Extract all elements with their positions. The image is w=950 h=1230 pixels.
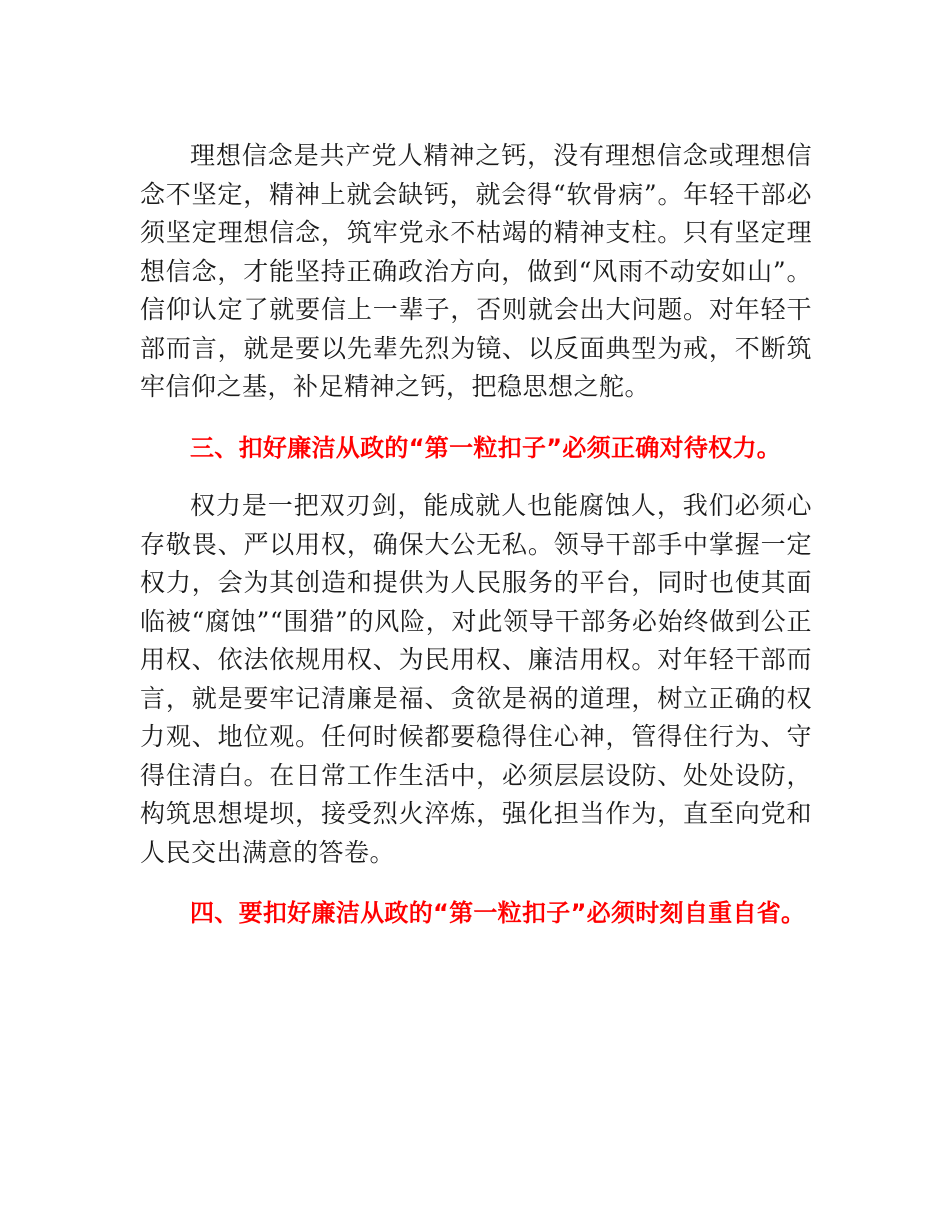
document-page bbox=[140, 137, 812, 933]
section-heading-4: 四、要扣好廉洁从政的“第一粒扣子”必须时刻自重自省。 bbox=[190, 899, 806, 927]
body-paragraph-ideals: 理想信念是共产党人精神之钙，没有理想信念或理想信念不坚定，精神上就会缺钙，就会得“软骨病”。年轻干部必须坚定理想信念，筑牢党永不枯竭的精神支柱。只有坚定理想信念，才能坚持正确政治方向，做到“风雨不动安如山”。信仰认定了就要信上一辈子，否则就会出大问题。对年轻干部而言，就是要以先辈先烈为镜、以反面典型为戒，不断筑牢信仰之基，补足精神之钙，把稳思想之舵。 bbox=[140, 141, 812, 401]
paragraph-spacer bbox=[140, 872, 812, 894]
section-heading-3: 三、扣好廉洁从政的“第一粒扣子”必须正确对待权力。 bbox=[190, 433, 782, 462]
body-paragraph-power: 权力是一把双刃剑，能成就人也能腐蚀人，我们必须心存敬畏、严以用权，确保大公无私。领导干部手中掌握一定权力，会为其创造和提供为人民服务的平台，同时也使其面临被“腐蚀”“围猎”的风险，对此领导干部务必始终做到公正用权、依法依规用权、为民用权、廉洁用权。对年轻干部而言，就是要牢记清廉是福、贪欲是祸的道理，树立正确的权力观、地位观。任何时候都要稳得住心神，管得住行为、守得住清白。在日常工作生活中，必须层层设防、处处设防，构筑思想堤坝，接受烈火淬炼，强化担当作为，直至向党和人民交出满意的答卷。 bbox=[140, 491, 812, 867]
paragraph-spacer bbox=[140, 407, 812, 429]
paragraph-spacer bbox=[140, 467, 812, 487]
